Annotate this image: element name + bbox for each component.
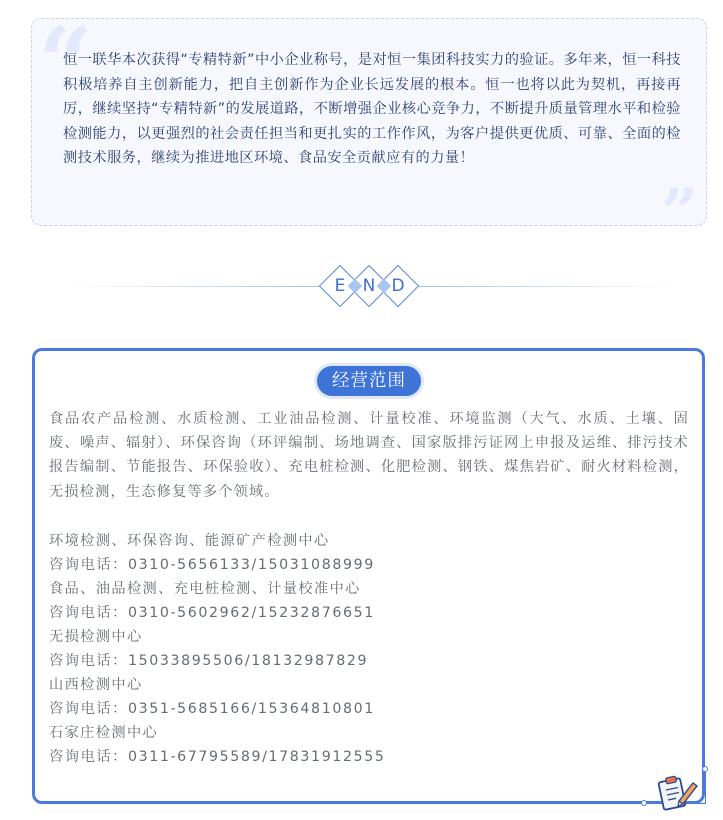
quote-close-icon: ”	[661, 175, 698, 250]
end-divider-right-line	[418, 286, 680, 287]
center-phone: 咨询电话：0310-5602962/15232876651	[49, 605, 375, 621]
business-scope-title: 经营范围	[317, 366, 421, 396]
corner-dot-icon	[641, 800, 647, 806]
clipboard-pencil-icon	[657, 771, 701, 813]
corner-dot-icon	[702, 766, 708, 772]
quote-box	[31, 6, 707, 250]
corner-decor-vline	[705, 772, 706, 804]
center-name: 环境检测、环保咨询、能源矿产检测中心	[49, 533, 330, 549]
end-letter: D	[391, 276, 405, 296]
center-phone: 咨询电话：0310-5656133/15031088999	[49, 557, 375, 573]
center-phone: 咨询电话：15033895506/18132987829	[49, 653, 369, 669]
quote-open-icon: “	[38, 6, 94, 119]
contact-list	[49, 529, 649, 769]
intro-paragraph: 恒一联华本次获得“专精特新”中小企业称号，是对恒一集团科技实力的验证。多年来，恒一科技积极培养自主创新能力，把自主创新作为企业长远发展的根本。恒一也将以此为契机，再接再厉，继续坚持“专精特新”的发展道路，不断增强企业核心竞争力，不断提升质量管理水平和检验检测能力，以更强烈的社会责任担当和更扎实的工作作风，为客户提供更优质、可靠、全面的检测技术服务，继续为推进地区环境、食品安全贡献应有的力量！	[63, 52, 681, 167]
center-name: 食品、油品检测、充电桩检测、计量校准中心	[49, 581, 361, 597]
business-scope-description: 食品农产品检测、水质检测、工业油品检测、计量校准、环境监测（大气、水质、土壤、固废、噪声、辐射）、环保咨询（环评编制、场地调查、国家版排污证网上申报及运维、排污技术报告编制、节能报告、环保验收）、充电桩检测、化肥检测、钢铁、煤焦岩矿、耐火材料检测，无损检测，生态修复等多个领域。	[49, 411, 689, 500]
center-phone: 咨询电话：0311-67795589/17831912555	[49, 749, 386, 765]
center-name: 无损检测中心	[49, 629, 143, 645]
end-letter: E	[334, 276, 346, 296]
end-letter: N	[362, 276, 376, 296]
center-phone: 咨询电话：0351-5685166/15364810801	[49, 701, 375, 717]
end-divider-left-line	[60, 286, 322, 287]
center-name: 石家庄检测中心	[49, 725, 159, 741]
center-name: 山西检测中心	[49, 677, 143, 693]
